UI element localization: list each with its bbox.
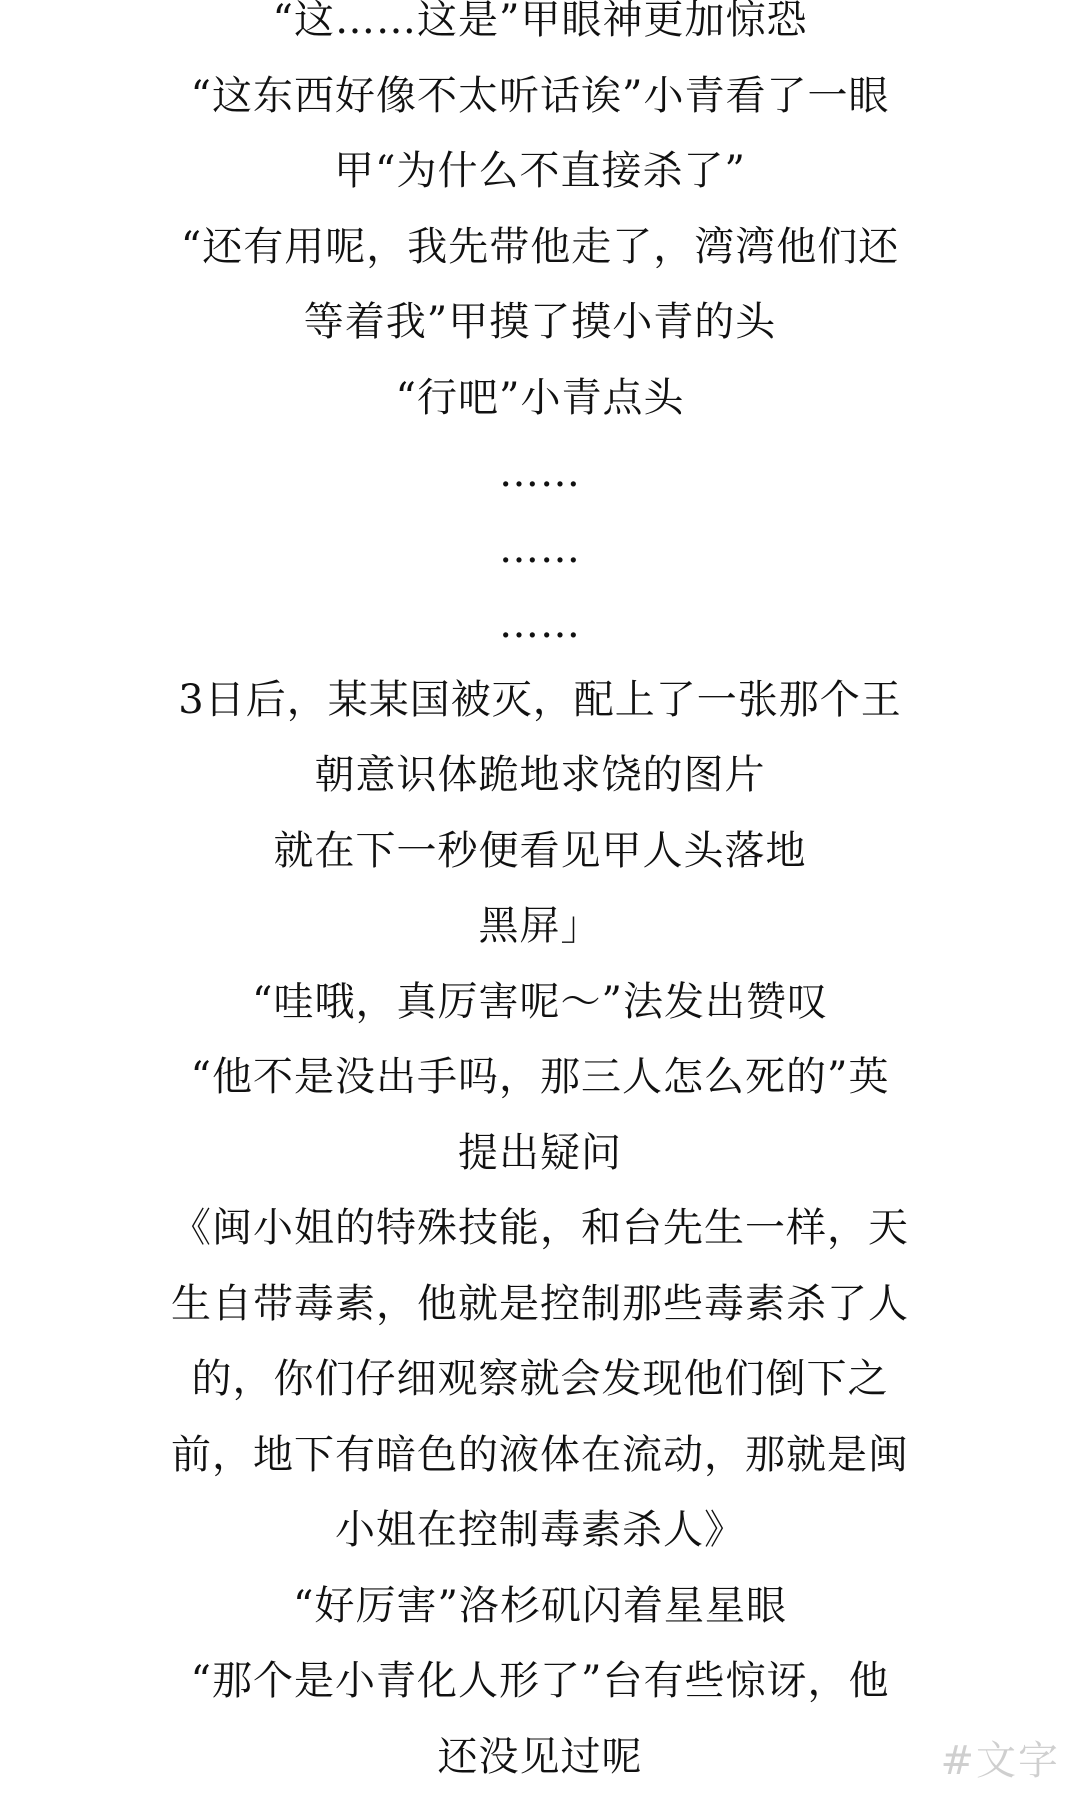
ellipsis-line: …… bbox=[150, 512, 930, 588]
text-line: “还有用呢，我先带他走了，湾湾他们还 bbox=[150, 210, 930, 286]
text-line: “好厉害”洛杉矶闪着星星眼 bbox=[150, 1569, 930, 1645]
text-line: 的，你们仔细观察就会发现他们倒下之 bbox=[150, 1342, 930, 1418]
text-line: 小姐在控制毒素杀人》 bbox=[150, 1493, 930, 1569]
text-line: 朝意识体跪地求饶的图片 bbox=[150, 738, 930, 814]
text-line: “他不是没出手吗，那三人怎么死的”英 bbox=[150, 1040, 930, 1116]
text-line: “这东西好像不太听话诶”小青看了一眼 bbox=[150, 59, 930, 135]
text-line: 甲“为什么不直接杀了” bbox=[150, 134, 930, 210]
text-line: 还没见过呢 bbox=[150, 1720, 930, 1795]
text-line: “行吧”小青点头 bbox=[150, 361, 930, 437]
text-line: “哇哦，真厉害呢～”法发出赞叹 bbox=[150, 965, 930, 1041]
text-line: 等着我”甲摸了摸小青的头 bbox=[150, 285, 930, 361]
text-line: 生自带毒素，他就是控制那些毒素杀了人 bbox=[150, 1267, 930, 1343]
text-line: 前，地下有暗色的液体在流动，那就是闽 bbox=[150, 1418, 930, 1494]
ellipsis-line: …… bbox=[150, 587, 930, 663]
watermark-tag: #文字 bbox=[940, 1736, 1060, 1786]
text-line: “那个是小青化人形了”台有些惊讶，他 bbox=[150, 1644, 930, 1720]
text-line: 就在下一秒便看见甲人头落地 bbox=[150, 814, 930, 890]
text-line: 黑屏」 bbox=[150, 889, 930, 965]
text-line: 提出疑问 bbox=[150, 1116, 930, 1192]
text-line: “这……这是”甲眼神更加惊恐 bbox=[150, 0, 930, 59]
text-body bbox=[150, 0, 930, 1795]
ellipsis-line: …… bbox=[150, 436, 930, 512]
text-line: 《闽小姐的特殊技能，和台先生一样，天 bbox=[150, 1191, 930, 1267]
text-line: 3日后，某某国被灭，配上了一张那个王 bbox=[150, 663, 930, 739]
